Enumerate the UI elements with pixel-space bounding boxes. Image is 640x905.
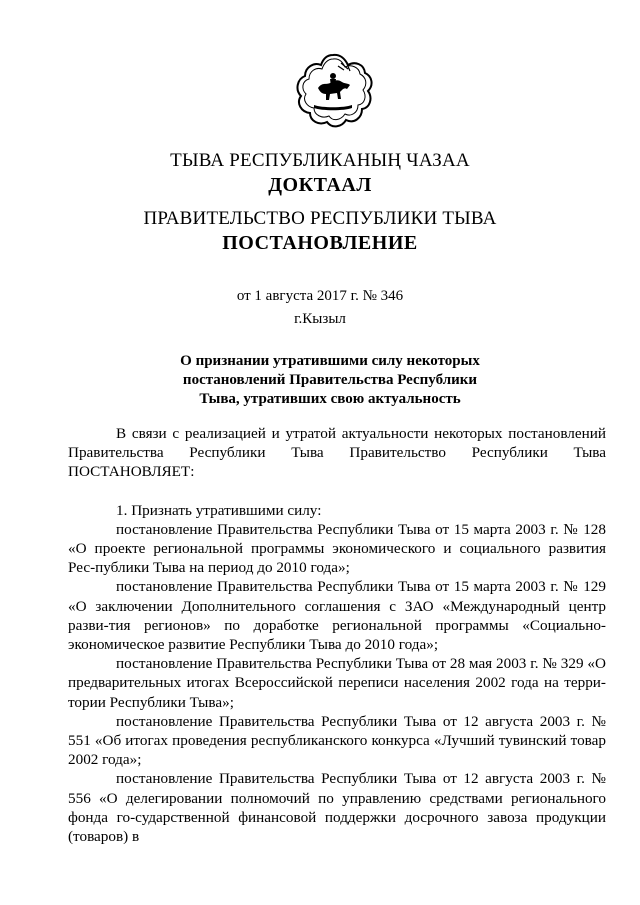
item-1: 1. Признать утратившими силу:	[116, 501, 322, 519]
decree-title-line: О признании утратившими силу некоторых	[180, 353, 480, 369]
decree-title	[140, 352, 520, 409]
decree-city: г.Кызыл	[294, 311, 346, 327]
decree-body	[68, 424, 606, 846]
decree-entry: постановление Правительства Республики Тыва от 28 мая 2003 г. № 329 «О предварительных итогах Всероссийской переписи населения 2002 года на терри-тории Республики Тыва»;	[68, 655, 606, 711]
decree-title-line: постановлений Правительства Республики	[182, 372, 478, 388]
coat-of-arms-emblem	[292, 52, 374, 130]
header-decree-title: ПОСТАНОВЛЕНИЕ	[222, 232, 418, 254]
header-government-name: ПРАВИТЕЛЬСТВО РЕСПУБЛИКИ ТЫВА	[143, 208, 497, 229]
decree-entry: постановление Правительства Республики Тыва от 12 августа 2003 г. № 556 «О делегировании полномочий по управлению средствами регионального фонда го-сударственной финансовой поддержки досрочного завоза продукции (товаров) в	[68, 770, 606, 846]
preamble-line: ПОСТАНОВЛЯЕТ:	[68, 463, 195, 481]
header-tuvan-decree: ДОКТААЛ	[268, 174, 372, 196]
preamble-line: В связи с реализацией и утратой актуальности некоторых постановлений	[116, 425, 606, 442]
header-tuvan-government: ТЫВА РЕСПУБЛИКАНЫҢ ЧАЗАА	[170, 150, 470, 171]
decree-title-line: Тыва, утративших свою актуальность	[199, 391, 461, 407]
decree-entry: постановление Правительства Республики Тыва от 15 марта 2003 г. № 129 «О заключении Дополнительного соглашения с ЗАО «Международный центр разви-тия регионов» по доработке региональной программы «Социально-экономическое развитие Республики Тыва до 2010 года»;	[68, 578, 606, 654]
decree-date-number: от 1 августа 2017 г. № 346	[236, 288, 404, 304]
decree-entry: постановление Правительства Республики Тыва от 15 марта 2003 г. № 128 «О проекте региональной программы экономического и социального развития Рес-публики Тыва на период до 2010 года»;	[68, 520, 606, 577]
decree-entry: постановление Правительства Республики Тыва от 12 августа 2003 г. № 551 «Об итогах проведения республиканского конкурса «Лучший тувинский товар 2002 года»;	[68, 712, 606, 769]
preamble-line: Правительства Республики Тыва Правительство Республики Тыва	[68, 444, 606, 462]
